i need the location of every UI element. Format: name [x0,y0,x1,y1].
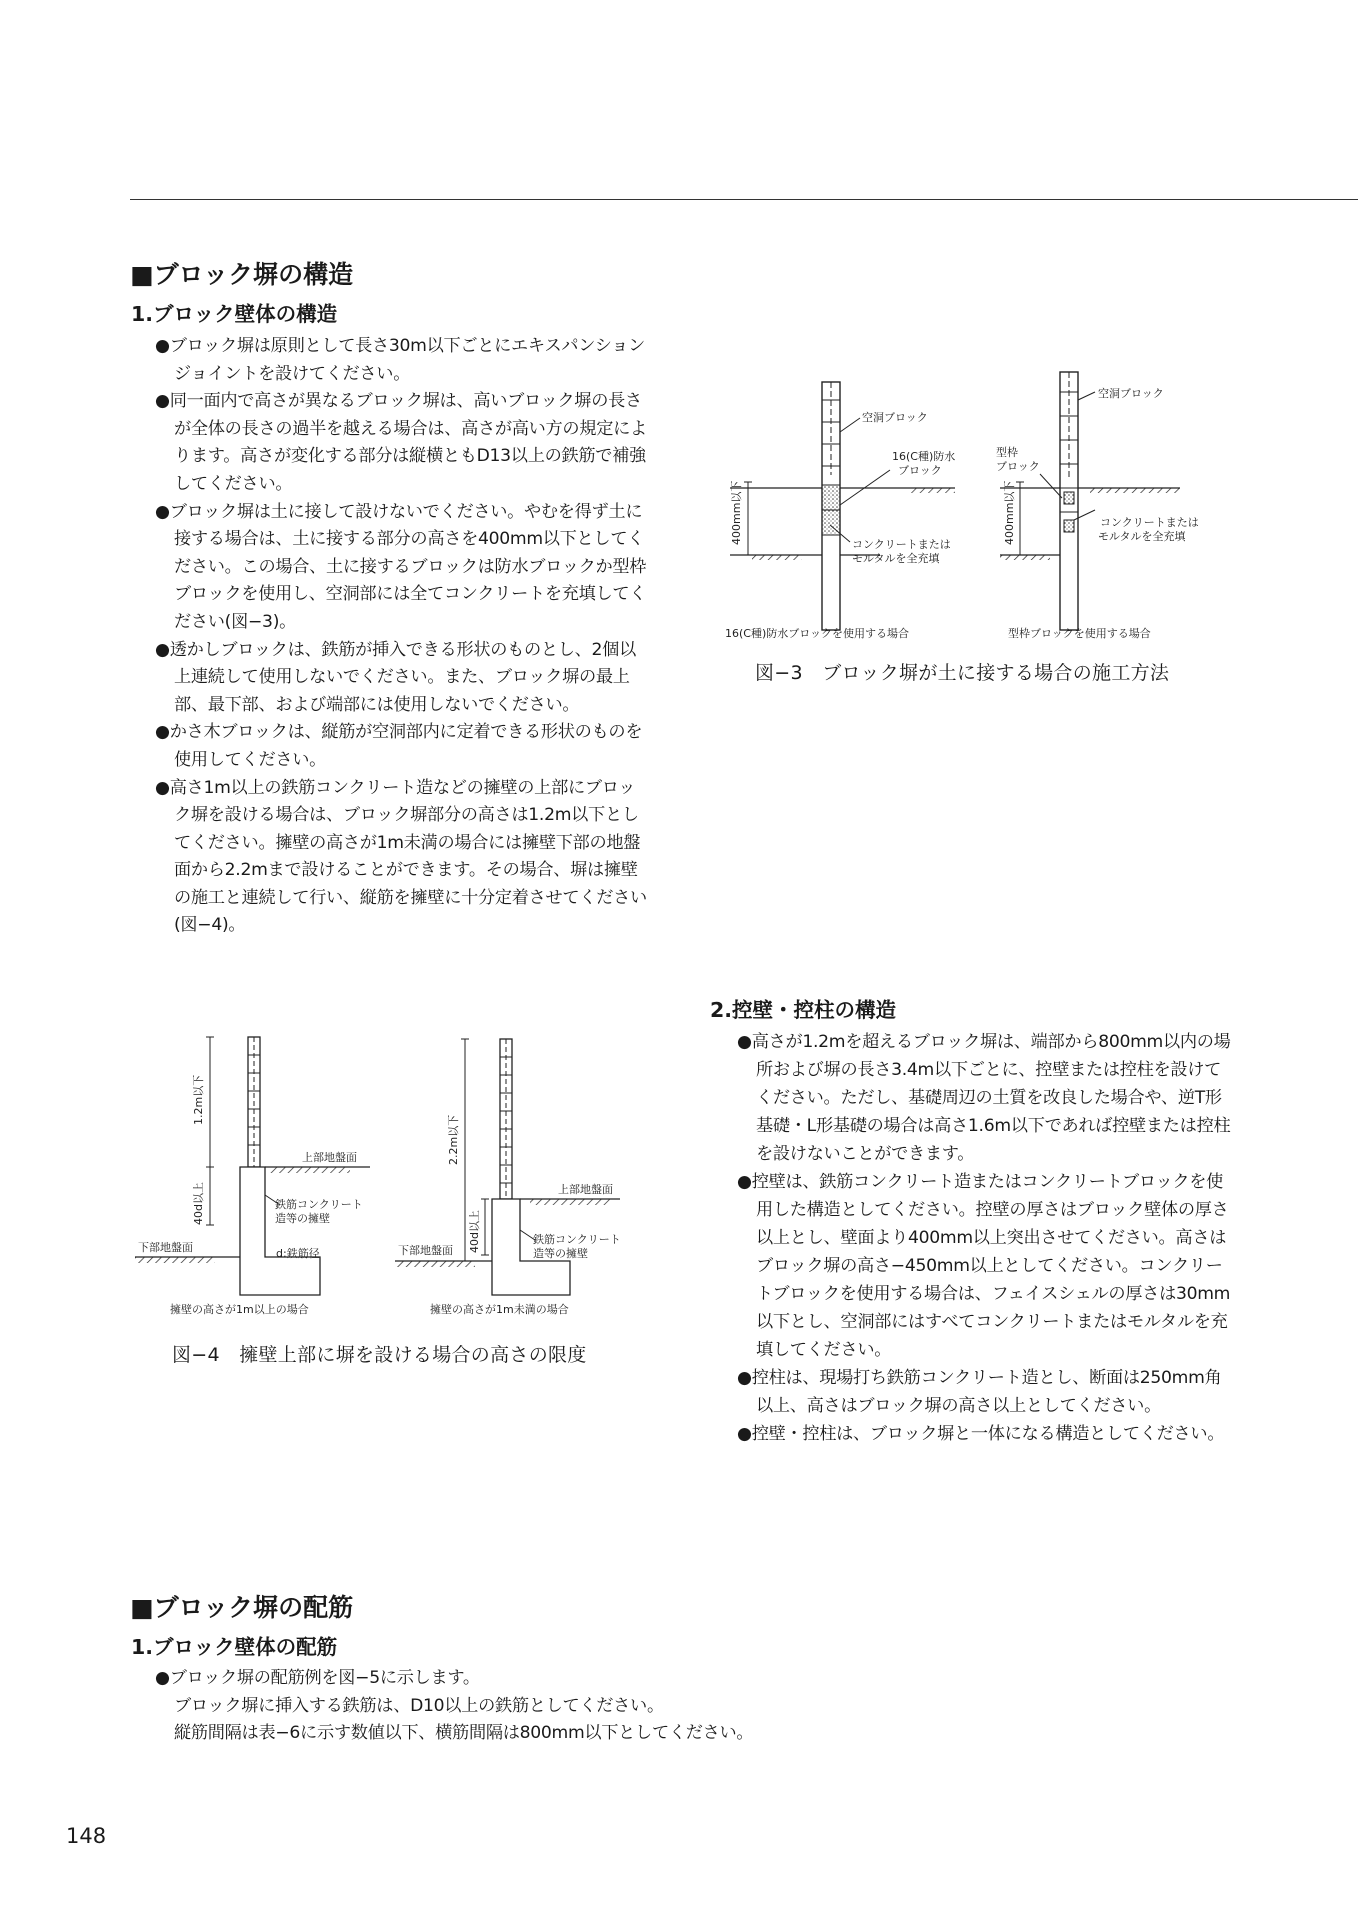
fig4-right-upper-label: 上部地盤面 [558,1183,613,1196]
fig3-left-wall [822,382,840,630]
bullet-item: ●高さ1m以上の鉄筋コンクリート造などの擁壁の上部にブロック塀を設ける場合は、ブロック塀部分の高さは1.2m以下としてください。擁壁の高さが1m未満の場合には擁壁下部の地盤面から2.2mまで設けることができます。その場合、塀は擁壁の施工と連続して行い、縦筋を擁壁に十分定着させてください(図−4)。 [155,777,647,936]
fig4-left-lower-label: 下部地盤面 [138,1241,193,1254]
bullet-item: ●透かしブロックは、鉄筋が挿入できる形状のものとし、2個以上連続して使用しないでください。また、ブロック塀の最上部、最下部、および端部には使用しないでください。 [155,639,636,715]
page-number: 148 [66,1824,107,1848]
bullet-item: ●控壁は、鉄筋コンクリート造またはコンクリートブロックを使用した構造としてください。控壁の厚さはブロック壁体の厚さ以上とし、壁面より400mm以上突出させてください。高さはブロック塀の高さ−450mm以上としてください。コンクリートブロックを使用する場合は、フェイスシェルの厚さは30mm以下とし、空洞部にはすべてコンクリートまたはモルタルを充填してください。 [737,1172,1231,1360]
bullet-item: ●高さが1.2mを超えるブロック塀は、端部から800mm以内の場所および塀の長さ3.4m以下ごとに、控壁または控柱を設けてください。ただし、基礎周辺の土質を改良した場合や、逆T形基礎・L形基礎の場合は高さ1.6m以下であれば控壁または控柱を設けないことができます。 [737,1032,1231,1164]
section-title-structure: ■ブロック塀の構造 [130,260,354,289]
fig3-left-fill-label-1: コンクリートまたは [852,538,951,551]
fig3-right-height-label: 400mm以下 [1003,480,1016,545]
fig4-left-upper-label: 上部地盤面 [302,1151,357,1164]
fig4-left-40d-label: 40d以上 [192,1182,205,1225]
fig4-right-lower-label: 下部地盤面 [398,1244,453,1257]
section-title-reinforcement: ■ブロック塀の配筋 [130,1593,354,1622]
fig3-right-fill-label-1: コンクリートまたは [1100,516,1199,529]
fig3-right-form-label-1: 型枠 [996,446,1018,459]
fig3-left-waterproof-label-2: ブロック [898,464,942,477]
bullet-item: ●ブロック塀は土に接して設けないでください。やむを得ず土に接する場合は、土に接する部分の高さを400mm以下としてください。この場合、土に接するブロックは防水ブロックか型枠ブロックを使用し、空洞部には全てコンクリートを充填してください(図−3)。 [155,501,647,632]
fig4-left-d-label: d:鉄筋径 [276,1247,320,1260]
text-line: ブロック塀に挿入する鉄筋は、D10以上の鉄筋としてください。 [174,1695,664,1716]
subsection-title-wall-structure: 1.ブロック壁体の構造 [131,302,338,326]
fig4-right-wall-label-2: 造等の擁壁 [533,1247,588,1260]
fig4-left-height-label: 1.2m以下 [192,1074,205,1125]
buttress-bullets [737,1028,1237,1448]
fig3-left-subcaption: 16(C種)防水ブロックを使用する場合 [725,627,910,640]
header-rule [130,199,1358,200]
fig4-left-wall-label-2: 造等の擁壁 [275,1212,330,1225]
wall-structure-bullets [155,333,652,940]
fig3-right-subcaption: 型枠ブロックを使用する場合 [1008,627,1151,640]
reinforcement-lines [155,1665,1255,1748]
bullet-item: ●ブロック塀の配筋例を図−5に示します。 [155,1668,480,1688]
fig4-left-wall-label-1: 鉄筋コンクリート [275,1198,363,1211]
fig4-right-subcaption: 擁壁の高さが1m未満の場合 [430,1303,569,1316]
fig3-right-form-label-2: ブロック [996,460,1040,473]
fig3-left-waterproof-label-1: 16(C種)防水 [892,450,956,463]
text-line: 縦筋間隔は表−6に示す数値以下、横筋間隔は800mm以下としてください。 [174,1723,754,1744]
bullet-item: ●かさ木ブロックは、縦筋が空洞部内に定着できる形状のものを使用してください。 [155,722,643,770]
fig4-right-height-label: 2.2m以下 [447,1114,460,1165]
fig4-right-40d-label: 40d以上 [468,1210,481,1253]
figure-3-diagram [720,370,1240,645]
fig3-right-wall [1060,372,1078,630]
fig3-right-block-label: 空洞ブロック [1098,387,1164,400]
fig4-left-subcaption: 擁壁の高さが1m以上の場合 [170,1303,309,1316]
fig4-right-wall-label-1: 鉄筋コンクリート [533,1233,621,1246]
subsection-title-wall-reinforcement: 1.ブロック壁体の配筋 [131,1635,338,1659]
figure-4-caption: 図−4 擁壁上部に塀を設ける場合の高さの限度 [172,1344,587,1366]
fig3-left-height-label: 400mm以下 [730,480,743,545]
figure-4-diagram [130,1025,650,1325]
bullet-item: ●同一面内で高さが異なるブロック塀は、高いブロック塀の長さが全体の長さの過半を越える場合は、高さが高い方の規定によります。高さが変化する部分は縦横ともD13以上の鉄筋で補強してください。 [155,391,647,494]
fig3-right-fill-label-2: モルタルを全充填 [1098,530,1186,543]
fig3-left-fill-label-2: モルタルを全充填 [852,552,940,565]
bullet-item: ●控壁・控柱は、ブロック塀と一体になる構造としてください。 [737,1424,1225,1444]
subsection-title-buttress: 2.控壁・控柱の構造 [710,998,897,1022]
figure-3-caption: 図−3 ブロック塀が土に接する場合の施工方法 [755,662,1170,684]
bullet-item: ●控柱は、現場打ち鉄筋コンクリート造とし、断面は250mm角以上、高さはブロック塀の高さ以上としてください。 [737,1368,1222,1416]
fig3-left-block-label: 空洞ブロック [862,411,928,424]
bullet-item: ●ブロック塀は原則として長さ30m以下ごとにエキスパンションジョイントを設けてください。 [155,336,646,384]
